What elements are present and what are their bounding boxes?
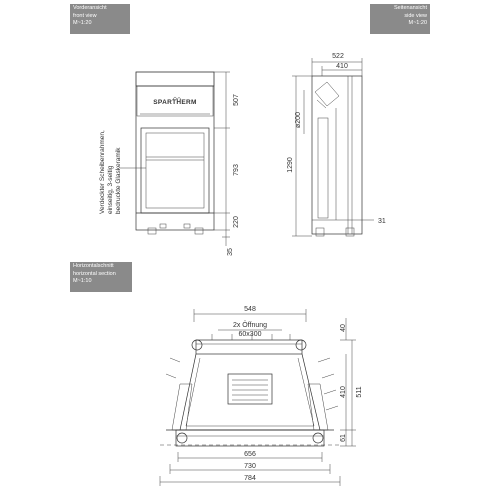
horizontal-section-title-de: Horizontalschnitt [73,263,114,269]
front-dim-507: 507 [233,94,240,106]
horiz-dim-40: 40 [340,324,347,332]
horiz-dim-410: 410 [340,386,347,398]
horiz-dim-784: 784 [244,475,256,482]
horiz-dim-548: 548 [244,306,256,313]
note-line1: Verdeckter Scheibenrahmen, [99,130,106,214]
horiz-opening-label: 2x Öffnung [232,322,268,329]
side-view-title-de: Seitenansicht [393,5,427,11]
note-line3: bedruckte Glaskeramik [115,147,122,214]
horiz-dim-730: 730 [244,463,256,470]
horizontal-section-title-en: horizontal section [73,270,116,277]
horiz-dim-511: 511 [356,386,363,398]
side-dim-410: 410 [336,63,348,70]
front-dim-220: 220 [233,216,240,228]
side-view-title-en: side view [404,12,427,19]
front-brand: SPARTHERM [153,99,197,106]
front-view-title-de: Vorderansicht [73,5,107,11]
side-view-drawing [292,58,374,236]
side-dim-31: 31 [378,218,386,225]
horiz-dim-656: 656 [244,451,256,458]
side-dim-1290: 1290 [287,157,294,173]
front-view-scale: M~1:20 [73,20,92,26]
horizontal-section-scale: M~1:10 [73,278,92,284]
front-dim-35: 35 [227,248,234,256]
front-view-title-en: front view [73,12,97,19]
side-dim-522: 522 [332,53,344,60]
side-dim-200: ø200 [295,112,302,128]
front-dim-793: 793 [233,164,240,176]
horiz-opening-size: 60x300 [238,331,262,338]
side-view-scale: M~1:20 [408,20,427,26]
horiz-dim-61: 61 [340,434,347,442]
note-line2: einseitig, 3-seitig [107,165,114,214]
